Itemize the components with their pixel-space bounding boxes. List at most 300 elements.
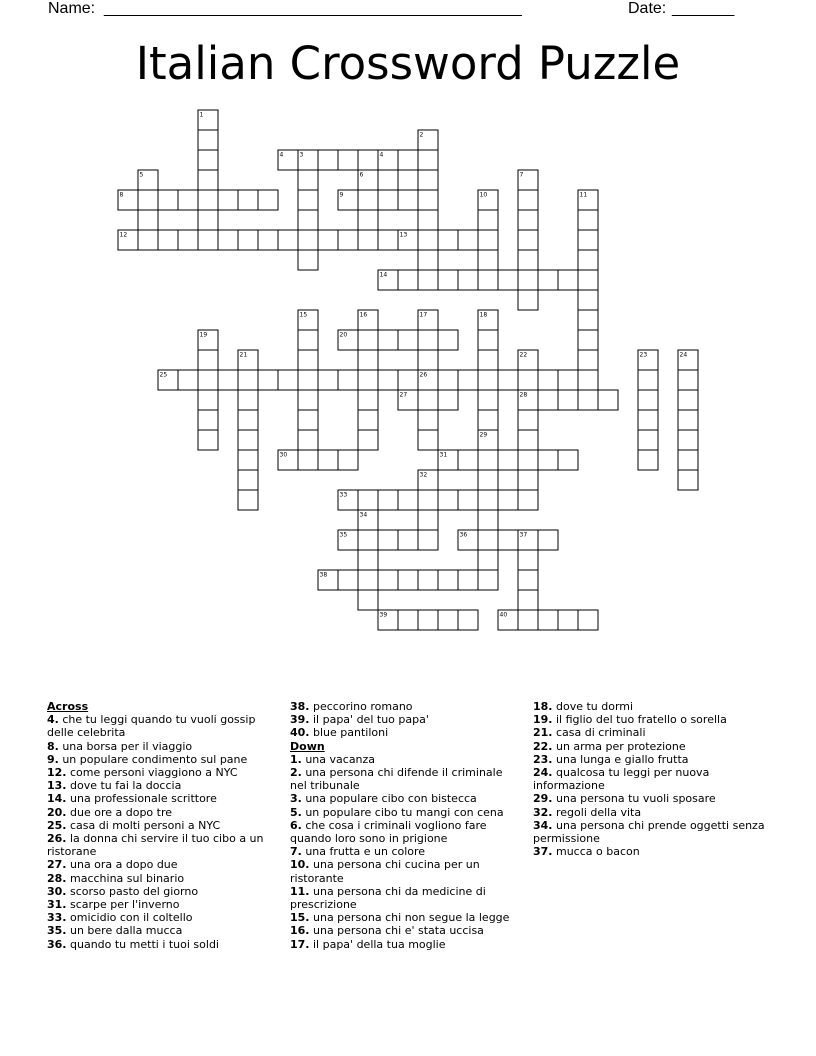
- grid-cell[interactable]: [398, 530, 418, 550]
- grid-cell[interactable]: [358, 230, 378, 250]
- cell-number: 12: [119, 231, 128, 239]
- clue-item: [290, 938, 522, 951]
- grid-cell[interactable]: [578, 610, 598, 630]
- grid-cell[interactable]: [238, 390, 258, 410]
- grid-cell[interactable]: [578, 370, 598, 390]
- grid-cell[interactable]: [518, 590, 538, 610]
- clue-text: mucca o bacon: [552, 845, 640, 859]
- grid-cell[interactable]: [678, 430, 698, 450]
- cell-number: 26: [419, 371, 428, 379]
- grid-cell[interactable]: [498, 450, 518, 470]
- clue-text: una borsa per il viaggio: [58, 739, 193, 753]
- grid-cell[interactable]: [298, 210, 318, 230]
- grid-cell[interactable]: [478, 470, 498, 490]
- grid-cell[interactable]: [518, 410, 538, 430]
- grid-cell[interactable]: [558, 270, 578, 290]
- clue-number: 8.: [47, 739, 59, 753]
- grid-cell[interactable]: [338, 570, 358, 590]
- clue-item: [290, 700, 522, 713]
- clue-text: due ore a dopo tre: [66, 805, 173, 819]
- clue-number: 36.: [47, 937, 67, 951]
- grid-cell[interactable]: [198, 430, 218, 450]
- grid-cell[interactable]: [478, 270, 498, 290]
- grid-cell[interactable]: [578, 330, 598, 350]
- grid-cell[interactable]: [198, 210, 218, 230]
- clue-text: una persona chi e' stata uccisa: [309, 924, 484, 938]
- clue-item: [47, 885, 279, 898]
- clue-number: 31.: [47, 898, 67, 912]
- clue-item: [533, 845, 765, 858]
- grid-cell[interactable]: [438, 570, 458, 590]
- clue-text: omicidio con il coltello: [66, 911, 193, 925]
- clue-number: 34.: [533, 818, 553, 832]
- grid-cell[interactable]: [578, 230, 598, 250]
- grid-cell[interactable]: [478, 230, 498, 250]
- grid-cell[interactable]: [538, 370, 558, 390]
- grid-cell[interactable]: [478, 210, 498, 230]
- grid-cell[interactable]: [518, 470, 538, 490]
- grid-cell[interactable]: [578, 290, 598, 310]
- grid-cell[interactable]: [318, 450, 338, 470]
- grid-cell[interactable]: [398, 330, 418, 350]
- clue-text: dove tu fai la doccia: [66, 779, 182, 793]
- grid-cell[interactable]: [358, 570, 378, 590]
- grid-cell[interactable]: [418, 270, 438, 290]
- cell-number: 28: [519, 391, 528, 399]
- grid-cell[interactable]: [298, 230, 318, 250]
- grid-cell[interactable]: [218, 190, 238, 210]
- grid-cell[interactable]: [398, 370, 418, 390]
- grid-cell[interactable]: [438, 610, 458, 630]
- cell-number: 3: [299, 151, 304, 159]
- clue-number: 30.: [47, 884, 67, 898]
- clue-number: 35.: [47, 924, 67, 938]
- grid-cell[interactable]: [418, 350, 438, 370]
- grid-cell[interactable]: [378, 170, 398, 190]
- grid-cell[interactable]: [458, 270, 478, 290]
- grid-cell[interactable]: [478, 370, 498, 390]
- grid-cell[interactable]: [358, 210, 378, 230]
- grid-cell[interactable]: [358, 350, 378, 370]
- clue-number: 4.: [47, 713, 59, 727]
- cell-number: 39: [379, 611, 388, 619]
- clue-number: 1.: [290, 752, 302, 766]
- grid-cell[interactable]: [438, 330, 458, 350]
- grid-cell[interactable]: [378, 490, 398, 510]
- clue-number: 33.: [47, 911, 67, 925]
- grid-cell[interactable]: [158, 190, 178, 210]
- cell-number: 18: [479, 311, 488, 319]
- cell-number: 8: [119, 191, 124, 199]
- grid-cell[interactable]: [198, 170, 218, 190]
- grid-cell[interactable]: [518, 230, 538, 250]
- grid-cell[interactable]: [478, 250, 498, 270]
- grid-cell[interactable]: [358, 490, 378, 510]
- grid-cell[interactable]: [298, 330, 318, 350]
- grid-cell[interactable]: [398, 570, 418, 590]
- grid-cell[interactable]: [418, 570, 438, 590]
- grid-cell[interactable]: [218, 230, 238, 250]
- date-field[interactable]: _______: [672, 0, 735, 17]
- grid-cell[interactable]: [418, 330, 438, 350]
- grid-cell[interactable]: [538, 450, 558, 470]
- grid-cell[interactable]: [418, 170, 438, 190]
- grid-cell[interactable]: [678, 370, 698, 390]
- cell-number: 4: [279, 151, 284, 159]
- grid-cell[interactable]: [378, 230, 398, 250]
- clue-item: [47, 911, 279, 924]
- grid-cell[interactable]: [578, 390, 598, 410]
- grid-cell[interactable]: [338, 450, 358, 470]
- grid-cell[interactable]: [298, 430, 318, 450]
- grid-cell[interactable]: [238, 230, 258, 250]
- cell-number: 19: [199, 331, 208, 339]
- cell-number: 35: [339, 531, 348, 539]
- grid-cell[interactable]: [138, 210, 158, 230]
- grid-cell[interactable]: [258, 370, 278, 390]
- grid-cell[interactable]: [198, 370, 218, 390]
- grid-cell[interactable]: [358, 370, 378, 390]
- grid-cell[interactable]: [438, 270, 458, 290]
- grid-cell[interactable]: [418, 530, 438, 550]
- grid-cell[interactable]: [378, 190, 398, 210]
- grid-cell[interactable]: [178, 370, 198, 390]
- grid-cell[interactable]: [458, 370, 478, 390]
- grid-cell[interactable]: [518, 290, 538, 310]
- grid-cell[interactable]: [418, 150, 438, 170]
- grid-cell[interactable]: [638, 410, 658, 430]
- grid-cell[interactable]: [558, 450, 578, 470]
- name-label: Name:: [48, 0, 96, 17]
- cell-number: 13: [399, 231, 408, 239]
- clue-number: 16.: [290, 924, 310, 938]
- grid-cell[interactable]: [458, 230, 478, 250]
- clue-number: 6.: [290, 818, 302, 832]
- clue-text: una lunga e giallo frutta: [552, 752, 689, 766]
- clue-text: un arma per protezione: [552, 739, 686, 753]
- grid-cell[interactable]: [198, 150, 218, 170]
- clue-text: scorso pasto del giorno: [66, 884, 199, 898]
- grid-cell[interactable]: [638, 390, 658, 410]
- grid-cell[interactable]: [678, 410, 698, 430]
- cell-number: 2: [419, 131, 424, 139]
- grid-cell[interactable]: [418, 230, 438, 250]
- grid-cell[interactable]: [538, 610, 558, 630]
- clue-text: che cosa i criminali vogliono fare quando loro sono in prigione: [290, 818, 487, 846]
- clue-text: il papa' del tuo papa': [309, 713, 429, 727]
- clue-number: 13.: [47, 779, 67, 793]
- grid-cell[interactable]: [498, 370, 518, 390]
- grid-cell[interactable]: [538, 390, 558, 410]
- grid-cell[interactable]: [478, 510, 498, 530]
- grid-cell[interactable]: [398, 490, 418, 510]
- clue-number: 3.: [290, 792, 302, 806]
- grid-cell[interactable]: [418, 610, 438, 630]
- grid-cell[interactable]: [458, 570, 478, 590]
- grid-cell[interactable]: [358, 430, 378, 450]
- grid-cell[interactable]: [518, 570, 538, 590]
- grid-cell[interactable]: [318, 370, 338, 390]
- grid-cell[interactable]: [358, 530, 378, 550]
- clue-item: [290, 726, 522, 739]
- clue-text: una persona chi cucina per un ristorante: [290, 858, 480, 885]
- clues-column-3: [533, 700, 765, 858]
- grid-cell[interactable]: [518, 210, 538, 230]
- grid-cell[interactable]: [358, 150, 378, 170]
- grid-cell[interactable]: [258, 230, 278, 250]
- clue-item: [290, 911, 522, 924]
- across-heading: Across: [47, 700, 89, 713]
- cell-number: 23: [639, 351, 648, 359]
- grid-cell[interactable]: [558, 370, 578, 390]
- grid-cell[interactable]: [518, 550, 538, 570]
- cell-number: 16: [359, 311, 368, 319]
- grid-cell[interactable]: [418, 190, 438, 210]
- grid-cell[interactable]: [258, 190, 278, 210]
- grid-cell[interactable]: [198, 350, 218, 370]
- clue-number: 17.: [290, 937, 310, 951]
- grid-cell[interactable]: [178, 190, 198, 210]
- grid-cell[interactable]: [678, 450, 698, 470]
- grid-cell[interactable]: [478, 570, 498, 590]
- cell-number: 36: [459, 531, 468, 539]
- grid-cell[interactable]: [198, 130, 218, 150]
- clue-text: come personi viaggiono a NYC: [66, 766, 238, 780]
- grid-cell[interactable]: [538, 270, 558, 290]
- grid-cell[interactable]: [298, 350, 318, 370]
- grid-cell[interactable]: [438, 390, 458, 410]
- grid-cell[interactable]: [438, 490, 458, 510]
- clue-text: un populare condimento sul pane: [58, 752, 248, 766]
- grid-cell[interactable]: [158, 230, 178, 250]
- clue-item: [47, 938, 279, 951]
- grid-cell[interactable]: [198, 390, 218, 410]
- grid-cell[interactable]: [238, 190, 258, 210]
- grid-cell[interactable]: [338, 370, 358, 390]
- cell-number: 9: [339, 191, 344, 199]
- grid-cell[interactable]: [418, 390, 438, 410]
- cell-number: 25: [159, 371, 168, 379]
- cell-number: 30: [279, 451, 288, 459]
- clue-text: una professionale scrittore: [66, 792, 217, 806]
- grid-cell[interactable]: [638, 430, 658, 450]
- clue-text: la donna chi servire il tuo cibo a un ristorane: [47, 832, 264, 859]
- clue-item: [47, 806, 279, 819]
- clue-number: 27.: [47, 858, 67, 872]
- grid-cell[interactable]: [678, 470, 698, 490]
- grid-cell[interactable]: [398, 270, 418, 290]
- grid-cell[interactable]: [298, 410, 318, 430]
- grid-cell[interactable]: [518, 370, 538, 390]
- clue-item: [533, 726, 765, 739]
- clue-item: [47, 779, 279, 792]
- grid-cell[interactable]: [298, 190, 318, 210]
- clue-number: 24.: [533, 766, 553, 780]
- grid-cell[interactable]: [478, 350, 498, 370]
- clue-item: [290, 753, 522, 766]
- grid-cell[interactable]: [298, 370, 318, 390]
- clue-text: una persona tu vuoli sposare: [552, 792, 716, 806]
- name-field[interactable]: ________________________________________________: [104, 0, 522, 17]
- grid-cell[interactable]: [478, 330, 498, 350]
- grid-cell[interactable]: [398, 190, 418, 210]
- grid-cell[interactable]: [578, 250, 598, 270]
- grid-cell[interactable]: [638, 370, 658, 390]
- grid-cell[interactable]: [358, 190, 378, 210]
- cell-number: 40: [499, 611, 508, 619]
- grid-cell[interactable]: [298, 450, 318, 470]
- grid-cell[interactable]: [578, 270, 598, 290]
- cell-number: 21: [239, 351, 248, 359]
- grid-cell[interactable]: [458, 610, 478, 630]
- grid-cell[interactable]: [518, 450, 538, 470]
- grid-cell[interactable]: [378, 570, 398, 590]
- clue-item: [47, 766, 279, 779]
- clue-item: [533, 792, 765, 805]
- grid-cell[interactable]: [498, 530, 518, 550]
- cell-number: 6: [359, 171, 364, 179]
- grid-cell[interactable]: [578, 210, 598, 230]
- clue-number: 28.: [47, 871, 67, 885]
- clue-number: 14.: [47, 792, 67, 806]
- grid-cell[interactable]: [198, 410, 218, 430]
- grid-cell[interactable]: [358, 390, 378, 410]
- grid-cell[interactable]: [298, 390, 318, 410]
- grid-cell[interactable]: [418, 410, 438, 430]
- grid-cell[interactable]: [238, 410, 258, 430]
- grid-cell[interactable]: [338, 150, 358, 170]
- grid-cell[interactable]: [238, 470, 258, 490]
- clue-item: [47, 832, 279, 858]
- grid-cell[interactable]: [598, 390, 618, 410]
- clue-item: [533, 700, 765, 713]
- grid-cell[interactable]: [398, 610, 418, 630]
- grid-cell[interactable]: [378, 530, 398, 550]
- grid-cell[interactable]: [518, 270, 538, 290]
- clue-number: 7.: [290, 845, 302, 859]
- grid-cell[interactable]: [358, 410, 378, 430]
- clue-number: 39.: [290, 713, 310, 727]
- grid-cell[interactable]: [478, 450, 498, 470]
- grid-cell[interactable]: [558, 610, 578, 630]
- grid-cell[interactable]: [518, 430, 538, 450]
- grid-cell[interactable]: [418, 210, 438, 230]
- cell-number: 4: [379, 151, 384, 159]
- grid-cell[interactable]: [238, 450, 258, 470]
- clue-number: 40.: [290, 726, 310, 740]
- grid-cell[interactable]: [518, 190, 538, 210]
- cell-number: 11: [579, 191, 588, 199]
- grid-cell[interactable]: [238, 370, 258, 390]
- grid-cell[interactable]: [358, 590, 378, 610]
- grid-cell[interactable]: [438, 370, 458, 390]
- clue-text: una persona chi da medicine di prescrizione: [290, 884, 486, 912]
- grid-cell[interactable]: [478, 490, 498, 510]
- clues-column-1: [47, 700, 279, 951]
- grid-cell[interactable]: [278, 230, 298, 250]
- grid-cell[interactable]: [178, 230, 198, 250]
- grid-cell[interactable]: [418, 250, 438, 270]
- clue-number: 5.: [290, 805, 302, 819]
- grid-cell[interactable]: [478, 550, 498, 570]
- grid-cell[interactable]: [638, 450, 658, 470]
- grid-cell[interactable]: [518, 610, 538, 630]
- clue-number: 18.: [533, 700, 553, 713]
- grid-cell[interactable]: [338, 230, 358, 250]
- clue-item: [290, 792, 522, 805]
- grid-cell[interactable]: [578, 350, 598, 370]
- grid-cell[interactable]: [298, 170, 318, 190]
- grid-cell[interactable]: [518, 250, 538, 270]
- grid-cell[interactable]: [478, 410, 498, 430]
- grid-cell[interactable]: [358, 550, 378, 570]
- cell-number: 34: [359, 511, 368, 519]
- clue-number: 38.: [290, 700, 310, 713]
- clue-text: casa di molti personi a NYC: [66, 818, 221, 832]
- clue-text: peccorino romano: [309, 700, 413, 713]
- cell-number: 38: [319, 571, 328, 579]
- grid-cell[interactable]: [418, 430, 438, 450]
- cell-number: 20: [339, 331, 348, 339]
- clue-item: [47, 713, 279, 739]
- grid-cell[interactable]: [278, 370, 298, 390]
- grid-cell[interactable]: [678, 390, 698, 410]
- grid-cell[interactable]: [458, 450, 478, 470]
- grid-cell[interactable]: [318, 230, 338, 250]
- clue-number: 22.: [533, 739, 553, 753]
- grid-cell[interactable]: [378, 330, 398, 350]
- clue-item: [47, 924, 279, 937]
- grid-cell[interactable]: [578, 310, 598, 330]
- grid-cell[interactable]: [358, 330, 378, 350]
- clue-text: casa di criminali: [552, 726, 646, 740]
- grid-cell[interactable]: [238, 490, 258, 510]
- cell-number: 37: [519, 531, 528, 539]
- grid-cell[interactable]: [198, 230, 218, 250]
- clue-text: quando tu metti i tuoi soldi: [66, 937, 219, 951]
- clue-number: 32.: [533, 805, 553, 819]
- grid-cell[interactable]: [138, 190, 158, 210]
- grid-cell[interactable]: [238, 430, 258, 450]
- grid-cell[interactable]: [478, 390, 498, 410]
- grid-cell[interactable]: [318, 150, 338, 170]
- grid-cell[interactable]: [418, 510, 438, 530]
- clue-text: il papa' della tua moglie: [309, 937, 446, 951]
- grid-cell[interactable]: [418, 490, 438, 510]
- grid-cell[interactable]: [558, 390, 578, 410]
- grid-cell[interactable]: [478, 530, 498, 550]
- grid-cell[interactable]: [398, 150, 418, 170]
- grid-cell[interactable]: [218, 370, 238, 390]
- clue-item: [533, 713, 765, 726]
- clue-text: il figlio del tuo fratello o sorella: [552, 713, 727, 727]
- grid-cell[interactable]: [298, 250, 318, 270]
- grid-cell[interactable]: [518, 490, 538, 510]
- grid-cell[interactable]: [538, 530, 558, 550]
- grid-cell[interactable]: [498, 270, 518, 290]
- clue-item: [47, 898, 279, 911]
- grid-cell[interactable]: [438, 230, 458, 250]
- clue-item: [533, 766, 765, 792]
- grid-cell[interactable]: [458, 490, 478, 510]
- grid-cell[interactable]: [498, 490, 518, 510]
- clue-text: macchina sul binario: [66, 871, 185, 885]
- grid-cell[interactable]: [198, 190, 218, 210]
- cell-number: 27: [399, 391, 408, 399]
- cell-number: 10: [479, 191, 488, 199]
- grid-cell[interactable]: [378, 370, 398, 390]
- grid-cell[interactable]: [138, 230, 158, 250]
